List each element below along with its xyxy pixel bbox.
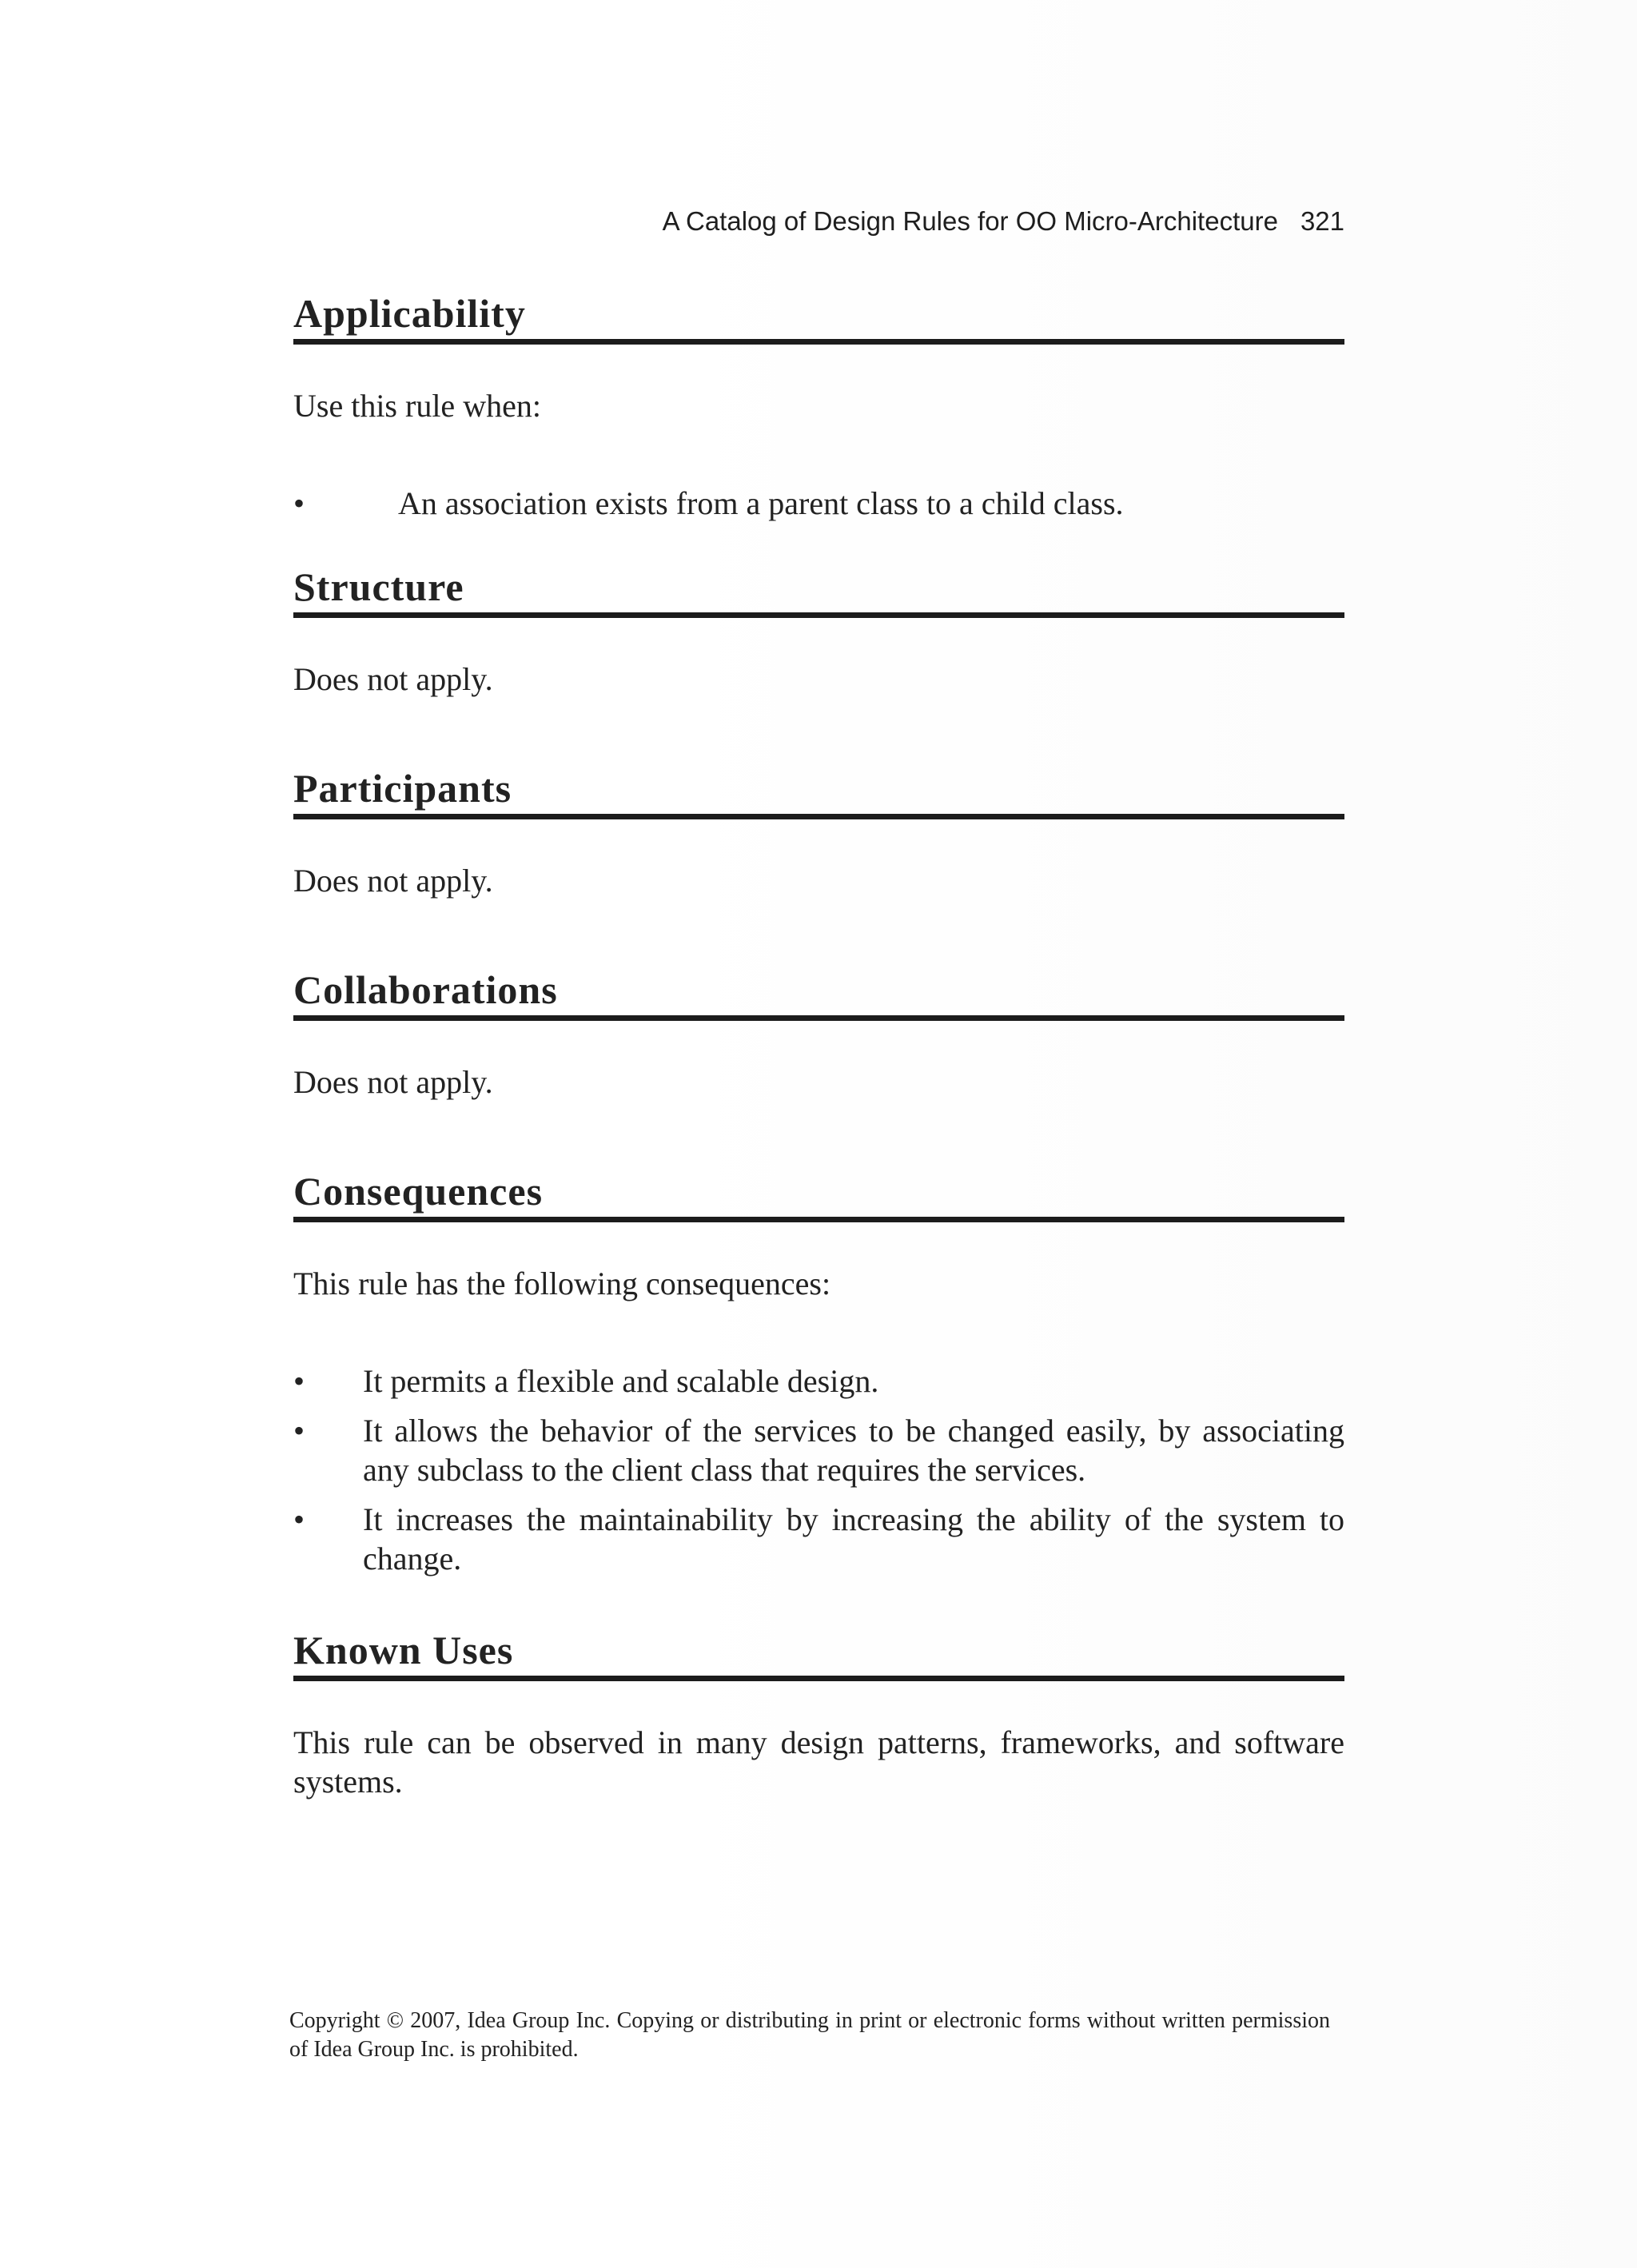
- collaborations-text: Does not apply.: [293, 1064, 493, 1100]
- list-item-text: It increases the maintainability by increasing the ability of the system to change.: [363, 1501, 1344, 1576]
- section-known-uses: [293, 1626, 1344, 1801]
- section-consequences: [293, 1167, 1344, 1578]
- list-item-text: An association exists from a parent class to a child class.: [398, 485, 1124, 521]
- applicability-intro: Use this rule when:: [293, 388, 541, 424]
- section-heading-participants: Participants: [293, 764, 1344, 819]
- participants-text: Does not apply.: [293, 863, 493, 899]
- running-header: [663, 206, 1344, 237]
- list-item: [293, 484, 1344, 523]
- bullet-symbol: •: [293, 1413, 305, 1449]
- consequences-bullet-list: [293, 1361, 1344, 1578]
- known-uses-text: This rule can be observed in many design patterns, frameworks, and software systems.: [293, 1724, 1344, 1800]
- bullet-symbol: •: [293, 1363, 305, 1399]
- section-heading-structure: Structure: [293, 563, 1344, 618]
- structure-text: Does not apply.: [293, 661, 493, 697]
- section-structure: [293, 563, 1344, 699]
- running-title: A Catalog of Design Rules for OO Micro-Architecture: [662, 206, 1278, 236]
- page-number: 321: [1300, 206, 1344, 236]
- bullet-symbol: •: [293, 1501, 305, 1537]
- section-participants: [293, 764, 1344, 900]
- section-heading-known-uses: Known Uses: [293, 1626, 1344, 1681]
- section-heading-collaborations: Collaborations: [293, 966, 1344, 1021]
- section-applicability: [293, 289, 1344, 523]
- consequences-intro: This rule has the following consequences:: [293, 1266, 831, 1301]
- list-item: [293, 1361, 1344, 1401]
- section-collaborations: [293, 966, 1344, 1102]
- list-item-text: It permits a flexible and scalable design.: [363, 1363, 879, 1399]
- section-heading-applicability: Applicability: [293, 289, 1344, 345]
- applicability-bullet-list: [293, 484, 1344, 523]
- list-item: [293, 1500, 1344, 1578]
- list-item: [293, 1411, 1344, 1489]
- bullet-symbol: •: [293, 485, 305, 521]
- section-heading-consequences: Consequences: [293, 1167, 1344, 1222]
- copyright-footer: Copyright © 2007, Idea Group Inc. Copying or distributing in print or electronic forms without written permission of Idea Group Inc. is prohibited.: [289, 2008, 1330, 2062]
- page-body: [293, 289, 1344, 1801]
- list-item-text: It allows the behavior of the services to be changed easily, by associating any subclass to the client class that requires the services.: [363, 1413, 1344, 1488]
